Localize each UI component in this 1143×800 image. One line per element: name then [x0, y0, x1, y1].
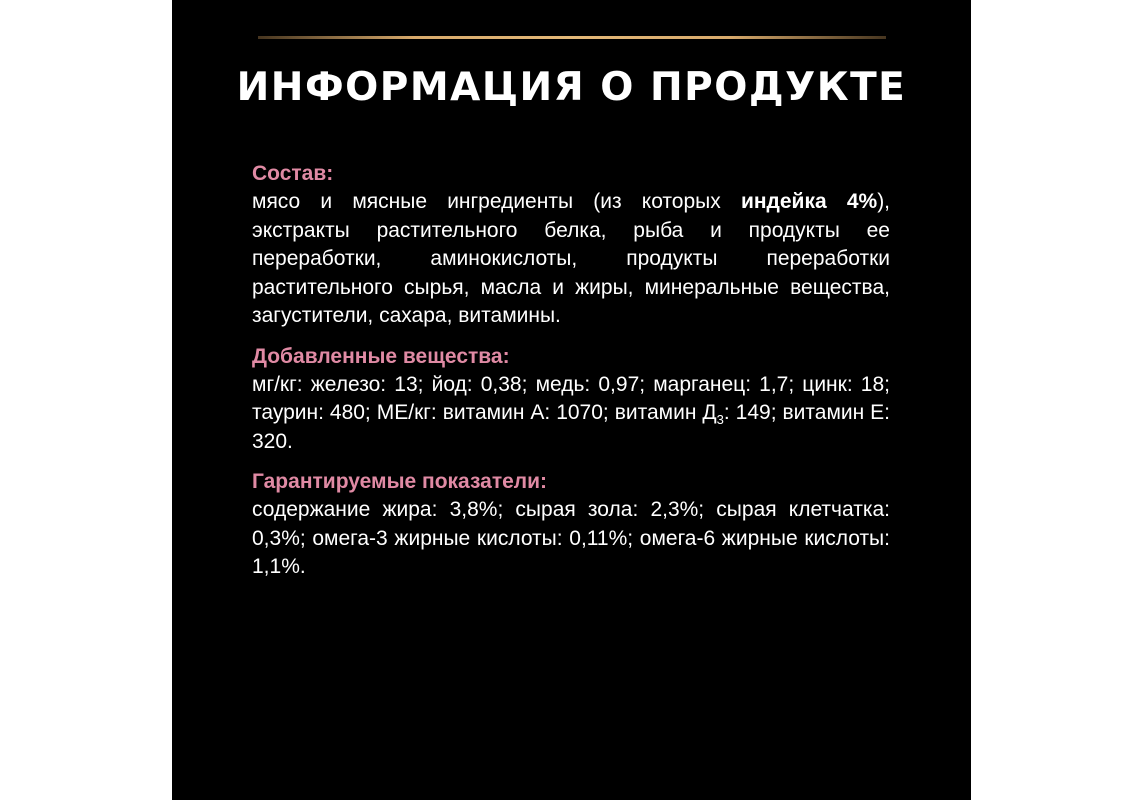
guaranteed-section	[252, 468, 890, 582]
product-info-panel	[172, 0, 971, 800]
composition-heading: Состав:	[252, 162, 334, 185]
additives-subscript: 3	[716, 412, 724, 428]
product-info-content	[252, 160, 890, 594]
composition-text-end: ), экстракты растительного белка, рыба и продукты ее переработки, аминокислоты, продукты переработки растительного сырья, масла и жиры, минеральные вещества, загустители, сахара, витамины.	[252, 190, 891, 327]
additives-text-start: мг/кг: железо: 13; йод: 0,38; медь: 0,97; марганец: 1,7; цинк: 18; таурин: 480; МЕ/кг: витамин А: 1070; витамин Д	[252, 372, 890, 424]
guaranteed-heading: Гарантируемые показатели:	[252, 470, 548, 493]
page-title: ИНФОРМАЦИЯ О ПРОДУКТЕ	[236, 65, 907, 110]
additives-section	[252, 343, 890, 457]
composition-highlight: индейка 4%	[740, 190, 878, 213]
additives-text	[252, 371, 890, 457]
gold-divider	[258, 36, 886, 39]
composition-text	[252, 188, 890, 331]
additives-text-end: : 149; витамин Е: 320.	[252, 401, 891, 453]
composition-section	[252, 160, 890, 331]
guaranteed-text: содержание жира: 3,8%; сырая зола: 2,3%; сырая клетчатка: 0,3%; омега-3 жирные кислоты: 0,11%; омега-6 жирные кислоты: 1,1%.	[252, 498, 890, 578]
additives-heading: Добавленные вещества:	[252, 344, 510, 368]
composition-text-start: мясо и мясные ингредиенты (из которых	[252, 190, 741, 213]
